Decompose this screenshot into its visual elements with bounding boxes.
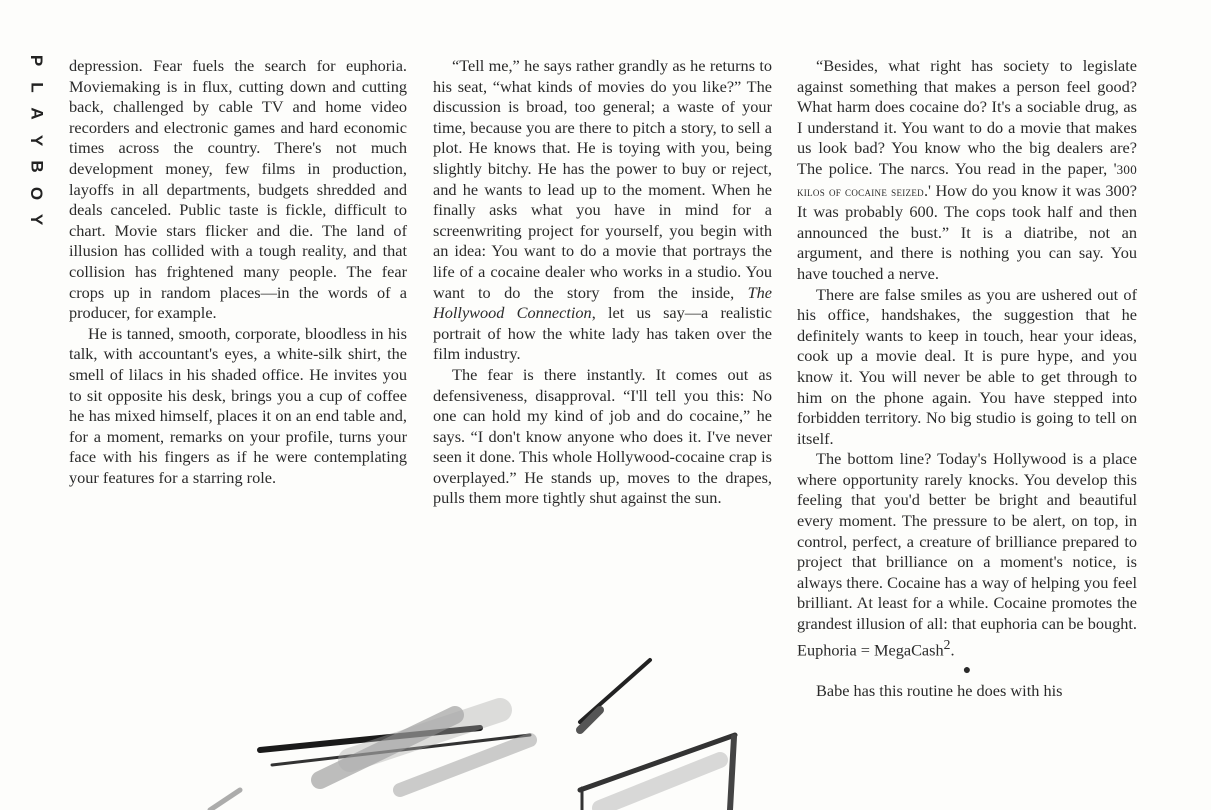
text-run: .' How do you know it was 300? It was probably 600. The cops took half and then announced the bust.” It is a diatribe, not an argument, and there is nothing you can say. You have touched a nerve. [797,180,1137,283]
ink-wash-illustration [200,640,760,810]
article-column-1 [69,56,407,488]
magazine-letter: B [27,160,47,173]
paragraph: The fear is there instantly. It comes out as defensiveness, disapproval. “I'll tell you this: No one can hold my kind of job and do cocaine,” he says. “I don't know anyone who does it. I've never seen it done. This whole Hollywood-cocaine crap is overplayed.” He stands up, moves to the drapes, pulls them more tightly shut against the sun. [433,364,772,508]
paragraph: depression. Fear fuels the search for euphoria. Moviemaking is in flux, cutting down and cutting back, challenged by cable TV and home video recorders and electronic games and hard economic times across the country. There's not much development money, few films in production, layoffs in all departments, budgets shredded and deals canceled. Public taste is fickle, difficult to chart. Movie stars flicker and die. The land of illusion has collided with a tough reality, and that collision has frightened many people. The fear crops up in random places—in the words of a producer, for example. [69,56,407,323]
text-run: “Tell me,” he says rather grandly as he returns to his seat, “what kinds of movies do you like?” The discussion is broad, too general; a waste of your time, because you are there to pitch a story, to sell a plot. He knows that. He is toying with you, being slightly bitchy. He has the power to buy or reject, and he wants to lead up to the moment. When he finally asks what you have in mind for a screenwriting project for yourself, you begin with an idea: You want to do a movie that portrays the life of a cocaine dealer who works in a studio. You want to do the story from the inside, [433,56,772,302]
magazine-letter: Y [27,134,47,146]
paragraph [797,56,1137,285]
article-column-2 [433,56,772,509]
paragraph: Babe has this routine he does with his [816,680,1063,700]
text-run: , let us say—a realistic portrait of how the white lady has taken over the film industry. [433,303,772,364]
section-bullet: ● [962,662,972,678]
magazine-letter: O [27,186,47,200]
paragraph [433,56,772,365]
magazine-letter: A [27,107,47,120]
magazine-letter: P [27,54,47,67]
superscript: 2 [943,636,951,652]
headline-quote: 300 kilos of cocaine seized [797,161,1137,199]
article-column-3 [797,56,1137,701]
paragraph: He is tanned, smooth, corporate, bloodless in his talk, with accountant's eyes, a white-silk shirt, the smell of lilacs in his shaded office. He invites you to sit opposite his desk, brings you a cup of coffee he has mixed himself, places it on an end table and, for a moment, remarks on your profile, turns your face with his fingers as if he were contemplating your features for a starring role. [69,323,407,487]
paragraph: There are false smiles as you are ushered out of his office, handshakes, the suggestion that he definitely wants to keep in touch, hear your ideas, cook up a movie deal. It is pure hype, and you know it. You will never be able to get through to him on the phone again. You have stepped into forbidden territory. No big studio is going to tell on itself. [797,284,1137,448]
magazine-letter: L [27,81,47,93]
text-run: The bottom line? Today's Hollywood is a place where opportunity rarely knocks. You develop this feeling that you'd better be bright and beautiful every moment. The pressure to be alert, on top, in control, perfect, a creature of brilliance prepared to project that brilliance on a moment's notice, is always there. Cocaine has a way of helping you feel brilliant. At least for a while. Cocaine promotes the grandest illusion of all: that euphoria can be bought. Euphoria = MegaCash [797,449,1137,660]
film-title: The Hollywood Connection [433,282,772,323]
text-run: “Besides, what right has society to legislate against something that makes a person feel good? What harm does cocaine do? It's a sociable drug, as I understand it. You want to do a movie that makes us look bad? You know who the big dealers are? The police. The narcs. You read in the paper, ' [797,56,1137,178]
paragraph [797,449,1137,660]
magazine-name-vertical [22,52,52,238]
text-run: . [950,640,955,660]
magazine-letter: Y [27,213,47,226]
